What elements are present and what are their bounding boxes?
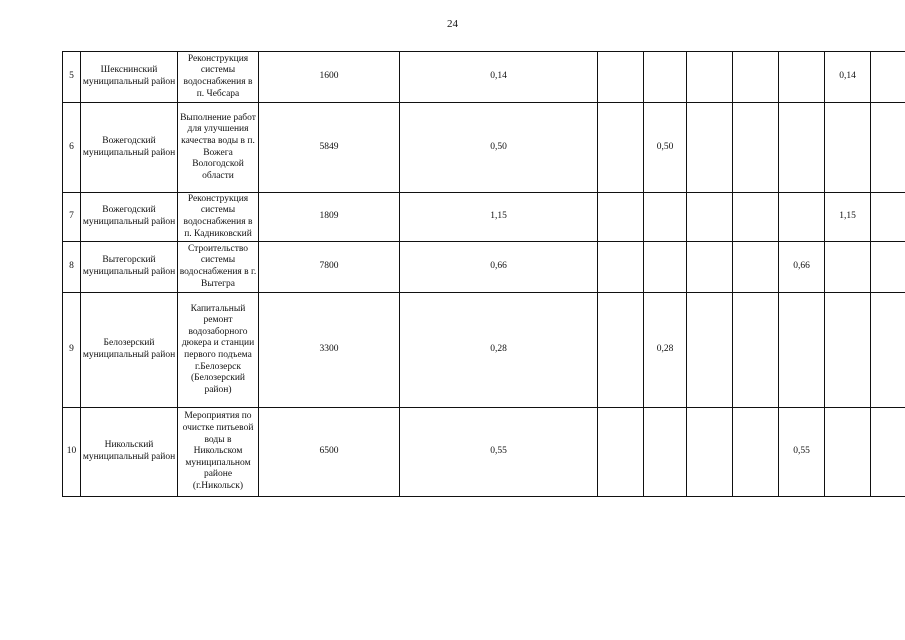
year-value-cell: [871, 242, 905, 293]
total-cell: 0,50: [400, 103, 598, 193]
year-value-cell: [687, 193, 733, 242]
year-value-cell: 0,55: [779, 408, 825, 497]
year-value-cell: [871, 193, 905, 242]
table-row: [63, 193, 905, 242]
amount-cell: 7800: [259, 242, 400, 293]
table-row: [63, 52, 905, 103]
year-value-cell: [644, 242, 687, 293]
year-value-cell: 0,14: [825, 52, 871, 103]
year-value-cell: [733, 193, 779, 242]
district-cell: Вожегодский муниципальный район: [81, 193, 178, 242]
year-value-cell: [779, 293, 825, 408]
year-value-cell: [598, 242, 644, 293]
year-value-cell: [871, 293, 905, 408]
district-cell: Белозерский муниципальный район: [81, 293, 178, 408]
district-cell: Вытегорский муниципальный район: [81, 242, 178, 293]
year-value-cell: [733, 293, 779, 408]
event-cell: Реконструкция системы водоснабжения в п. Кадниковский: [178, 193, 259, 242]
year-value-cell: [598, 193, 644, 242]
year-value-cell: [687, 52, 733, 103]
event-cell: Реконструкция системы водоснабжения в п. Чебсара: [178, 52, 259, 103]
page-number: 24: [447, 18, 458, 30]
table-row: [63, 293, 905, 408]
amount-cell: 3300: [259, 293, 400, 408]
row-number-cell: 8: [63, 242, 81, 293]
year-value-cell: [733, 103, 779, 193]
year-value-cell: 1,15: [825, 193, 871, 242]
row-number-cell: 9: [63, 293, 81, 408]
year-value-cell: 0,66: [779, 242, 825, 293]
year-value-cell: [687, 242, 733, 293]
year-value-cell: [825, 103, 871, 193]
year-value-cell: [733, 52, 779, 103]
district-cell: Шекснинский муниципальный район: [81, 52, 178, 103]
amount-cell: 6500: [259, 408, 400, 497]
year-value-cell: [825, 408, 871, 497]
year-value-cell: [644, 52, 687, 103]
year-value-cell: [598, 293, 644, 408]
year-value-cell: [825, 242, 871, 293]
row-number-cell: 5: [63, 52, 81, 103]
district-cell: Вожегодский муниципальный район: [81, 103, 178, 193]
year-value-cell: [733, 408, 779, 497]
year-value-cell: [779, 193, 825, 242]
year-value-cell: [598, 408, 644, 497]
year-value-cell: [644, 408, 687, 497]
year-value-cell: [687, 103, 733, 193]
year-value-cell: [871, 408, 905, 497]
year-value-cell: [687, 293, 733, 408]
year-value-cell: [644, 193, 687, 242]
row-number-cell: 10: [63, 408, 81, 497]
year-value-cell: [825, 293, 871, 408]
table-row: [63, 408, 905, 497]
year-value-cell: [598, 52, 644, 103]
year-value-cell: [598, 103, 644, 193]
event-cell: Выполнение работ для улучшения качества воды в п. Вожега Вологодской области: [178, 103, 259, 193]
amount-cell: 1600: [259, 52, 400, 103]
year-value-cell: [871, 52, 905, 103]
amount-cell: 1809: [259, 193, 400, 242]
total-cell: 0,14: [400, 52, 598, 103]
table-row: [63, 103, 905, 193]
total-cell: 0,28: [400, 293, 598, 408]
total-cell: 1,15: [400, 193, 598, 242]
table-row: [63, 242, 905, 293]
year-value-cell: [779, 52, 825, 103]
total-cell: 0,66: [400, 242, 598, 293]
year-value-cell: [687, 408, 733, 497]
year-value-cell: [779, 103, 825, 193]
year-value-cell: 0,50: [644, 103, 687, 193]
district-cell: Никольский муниципальный район: [81, 408, 178, 497]
amount-cell: 5849: [259, 103, 400, 193]
year-value-cell: 0,28: [644, 293, 687, 408]
event-cell: Капитальный ремонт водозаборного дюкера и станции первого подъема г.Белозерск (Белозерский район): [178, 293, 259, 408]
row-number-cell: 7: [63, 193, 81, 242]
year-value-cell: [733, 242, 779, 293]
measures-table: [62, 51, 905, 497]
year-value-cell: [871, 103, 905, 193]
row-number-cell: 6: [63, 103, 81, 193]
event-cell: Строительство системы водоснабжения в г. Вытегра: [178, 242, 259, 293]
event-cell: Мероприятия по очистке питьевой воды в Никольском муниципальном районе (г.Никольск): [178, 408, 259, 497]
total-cell: 0,55: [400, 408, 598, 497]
